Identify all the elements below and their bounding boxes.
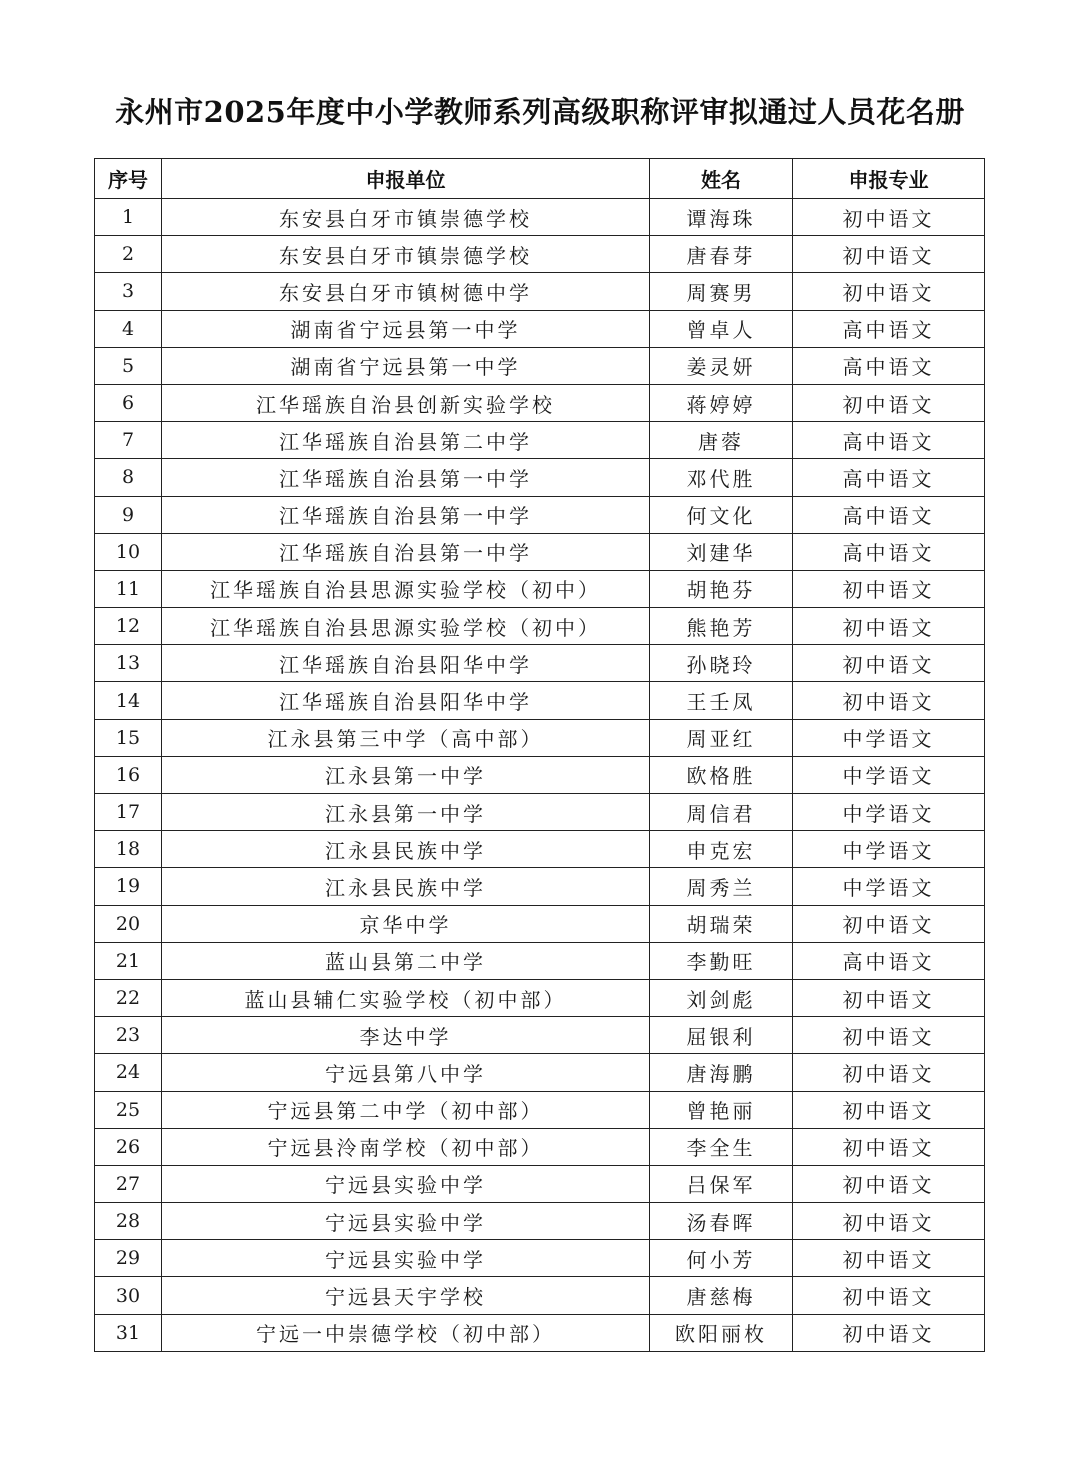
cell-name: 刘剑彪 (650, 979, 793, 1016)
cell-name: 唐春芽 (650, 236, 793, 273)
cell-name: 唐慈梅 (650, 1277, 793, 1314)
cell-unit: 东安县白牙市镇树德中学 (162, 273, 650, 310)
cell-no: 11 (95, 570, 162, 607)
cell-no: 10 (95, 533, 162, 570)
cell-no: 14 (95, 682, 162, 719)
table-row (95, 422, 985, 459)
table-row (95, 756, 985, 793)
table-row (95, 1203, 985, 1240)
cell-unit: 江华瑶族自治县阳华中学 (162, 682, 650, 719)
cell-name: 周亚红 (650, 719, 793, 756)
cell-unit: 李达中学 (162, 1017, 650, 1054)
cell-name: 周秀兰 (650, 868, 793, 905)
table-header-row (95, 159, 985, 199)
cell-major: 高中语文 (793, 496, 985, 533)
cell-no: 18 (95, 831, 162, 868)
cell-name: 胡瑞荣 (650, 905, 793, 942)
cell-unit: 东安县白牙市镇崇德学校 (162, 199, 650, 236)
cell-major: 高中语文 (793, 459, 985, 496)
cell-name: 周赛男 (650, 273, 793, 310)
cell-name: 孙晓玲 (650, 645, 793, 682)
cell-major: 初中语文 (793, 1314, 985, 1351)
cell-name: 姜灵妍 (650, 347, 793, 384)
cell-unit: 宁远县天宇学校 (162, 1277, 650, 1314)
table-body (95, 199, 985, 1352)
cell-major: 初中语文 (793, 905, 985, 942)
cell-unit: 宁远县实验中学 (162, 1203, 650, 1240)
cell-major: 初中语文 (793, 1240, 985, 1277)
table-row (95, 608, 985, 645)
cell-name: 刘建华 (650, 533, 793, 570)
cell-no: 30 (95, 1277, 162, 1314)
cell-unit: 宁远县实验中学 (162, 1165, 650, 1202)
cell-name: 申克宏 (650, 831, 793, 868)
table-row (95, 236, 985, 273)
cell-major: 初中语文 (793, 1091, 985, 1128)
cell-unit: 宁远县第二中学（初中部） (162, 1091, 650, 1128)
cell-name: 周信君 (650, 794, 793, 831)
cell-unit: 湖南省宁远县第一中学 (162, 347, 650, 384)
cell-no: 5 (95, 347, 162, 384)
table-row (95, 1240, 985, 1277)
cell-unit: 江永县第一中学 (162, 794, 650, 831)
cell-unit: 宁远县泠南学校（初中部） (162, 1128, 650, 1165)
cell-unit: 京华中学 (162, 905, 650, 942)
cell-major: 中学语文 (793, 868, 985, 905)
cell-name: 何小芳 (650, 1240, 793, 1277)
document-title: 永州市2025年度中小学教师系列高级职称评审拟通过人员花名册 (115, 95, 965, 129)
cell-major: 高中语文 (793, 533, 985, 570)
cell-unit: 江华瑶族自治县第二中学 (162, 422, 650, 459)
cell-no: 8 (95, 459, 162, 496)
cell-name: 欧格胜 (650, 756, 793, 793)
cell-unit: 江华瑶族自治县思源实验学校（初中） (162, 570, 650, 607)
cell-no: 27 (95, 1165, 162, 1202)
table-row (95, 533, 985, 570)
cell-unit: 湖南省宁远县第一中学 (162, 310, 650, 347)
cell-major: 中学语文 (793, 794, 985, 831)
cell-no: 2 (95, 236, 162, 273)
table-row (95, 1017, 985, 1054)
cell-major: 中学语文 (793, 831, 985, 868)
cell-name: 熊艳芳 (650, 608, 793, 645)
table-row (95, 868, 985, 905)
cell-no: 26 (95, 1128, 162, 1165)
cell-major: 初中语文 (793, 1128, 985, 1165)
cell-unit: 宁远县第八中学 (162, 1054, 650, 1091)
cell-major: 初中语文 (793, 570, 985, 607)
header-name: 姓名 (650, 159, 793, 199)
cell-major: 初中语文 (793, 199, 985, 236)
cell-no: 24 (95, 1054, 162, 1091)
table-row (95, 570, 985, 607)
table-row (95, 199, 985, 236)
cell-major: 初中语文 (793, 1277, 985, 1314)
cell-major: 高中语文 (793, 422, 985, 459)
cell-unit: 蓝山县辅仁实验学校（初中部） (162, 979, 650, 1016)
cell-major: 初中语文 (793, 682, 985, 719)
cell-major: 初中语文 (793, 979, 985, 1016)
table-row (95, 273, 985, 310)
cell-name: 谭海珠 (650, 199, 793, 236)
header-unit: 申报单位 (162, 159, 650, 199)
table-row (95, 1091, 985, 1128)
cell-name: 李勤旺 (650, 942, 793, 979)
cell-name: 王壬凤 (650, 682, 793, 719)
cell-major: 初中语文 (793, 1054, 985, 1091)
cell-unit: 蓝山县第二中学 (162, 942, 650, 979)
cell-unit: 江永县民族中学 (162, 831, 650, 868)
cell-major: 初中语文 (793, 1203, 985, 1240)
table-row (95, 1054, 985, 1091)
cell-unit: 江华瑶族自治县第一中学 (162, 459, 650, 496)
cell-no: 22 (95, 979, 162, 1016)
cell-name: 邓代胜 (650, 459, 793, 496)
cell-name: 何文化 (650, 496, 793, 533)
table-row (95, 719, 985, 756)
table-row (95, 1277, 985, 1314)
cell-major: 初中语文 (793, 273, 985, 310)
cell-name: 屈银利 (650, 1017, 793, 1054)
cell-name: 唐海鹏 (650, 1054, 793, 1091)
cell-major: 初中语文 (793, 384, 985, 421)
cell-major: 初中语文 (793, 608, 985, 645)
cell-unit: 江华瑶族自治县第一中学 (162, 533, 650, 570)
cell-no: 16 (95, 756, 162, 793)
cell-name: 李全生 (650, 1128, 793, 1165)
cell-no: 29 (95, 1240, 162, 1277)
cell-name: 唐蓉 (650, 422, 793, 459)
cell-major: 高中语文 (793, 942, 985, 979)
cell-unit: 宁远一中崇德学校（初中部） (162, 1314, 650, 1351)
table-row (95, 831, 985, 868)
cell-major: 中学语文 (793, 756, 985, 793)
cell-unit: 东安县白牙市镇崇德学校 (162, 236, 650, 273)
cell-no: 1 (95, 199, 162, 236)
header-no: 序号 (95, 159, 162, 199)
table-row (95, 384, 985, 421)
cell-no: 31 (95, 1314, 162, 1351)
table-row (95, 459, 985, 496)
table-row (95, 645, 985, 682)
table-row (95, 1165, 985, 1202)
cell-no: 13 (95, 645, 162, 682)
table-row (95, 905, 985, 942)
header-major: 申报专业 (793, 159, 985, 199)
table-row (95, 942, 985, 979)
table-row (95, 979, 985, 1016)
cell-major: 中学语文 (793, 719, 985, 756)
cell-major: 高中语文 (793, 347, 985, 384)
cell-no: 20 (95, 905, 162, 942)
cell-name: 蒋婷婷 (650, 384, 793, 421)
cell-no: 17 (95, 794, 162, 831)
cell-name: 欧阳丽枚 (650, 1314, 793, 1351)
cell-no: 19 (95, 868, 162, 905)
table-row (95, 496, 985, 533)
cell-major: 初中语文 (793, 1017, 985, 1054)
cell-name: 曾艳丽 (650, 1091, 793, 1128)
cell-major: 高中语文 (793, 310, 985, 347)
cell-no: 9 (95, 496, 162, 533)
cell-no: 7 (95, 422, 162, 459)
cell-name: 胡艳芬 (650, 570, 793, 607)
cell-no: 21 (95, 942, 162, 979)
cell-name: 吕保军 (650, 1165, 793, 1202)
cell-unit: 江永县民族中学 (162, 868, 650, 905)
cell-major: 初中语文 (793, 1165, 985, 1202)
cell-major: 初中语文 (793, 645, 985, 682)
cell-no: 3 (95, 273, 162, 310)
table-row (95, 794, 985, 831)
cell-unit: 江华瑶族自治县思源实验学校（初中） (162, 608, 650, 645)
cell-name: 曾卓人 (650, 310, 793, 347)
cell-no: 25 (95, 1091, 162, 1128)
roster-table (94, 158, 985, 1352)
cell-unit: 宁远县实验中学 (162, 1240, 650, 1277)
cell-unit: 江华瑶族自治县第一中学 (162, 496, 650, 533)
cell-no: 23 (95, 1017, 162, 1054)
cell-unit: 江永县第一中学 (162, 756, 650, 793)
cell-no: 4 (95, 310, 162, 347)
table-row (95, 1128, 985, 1165)
table-row (95, 682, 985, 719)
table-row (95, 347, 985, 384)
cell-unit: 江华瑶族自治县阳华中学 (162, 645, 650, 682)
table-row (95, 310, 985, 347)
cell-major: 初中语文 (793, 236, 985, 273)
cell-unit: 江永县第三中学（高中部） (162, 719, 650, 756)
cell-no: 15 (95, 719, 162, 756)
cell-no: 6 (95, 384, 162, 421)
table-row (95, 1314, 985, 1351)
cell-name: 汤春晖 (650, 1203, 793, 1240)
cell-no: 12 (95, 608, 162, 645)
cell-no: 28 (95, 1203, 162, 1240)
cell-unit: 江华瑶族自治县创新实验学校 (162, 384, 650, 421)
